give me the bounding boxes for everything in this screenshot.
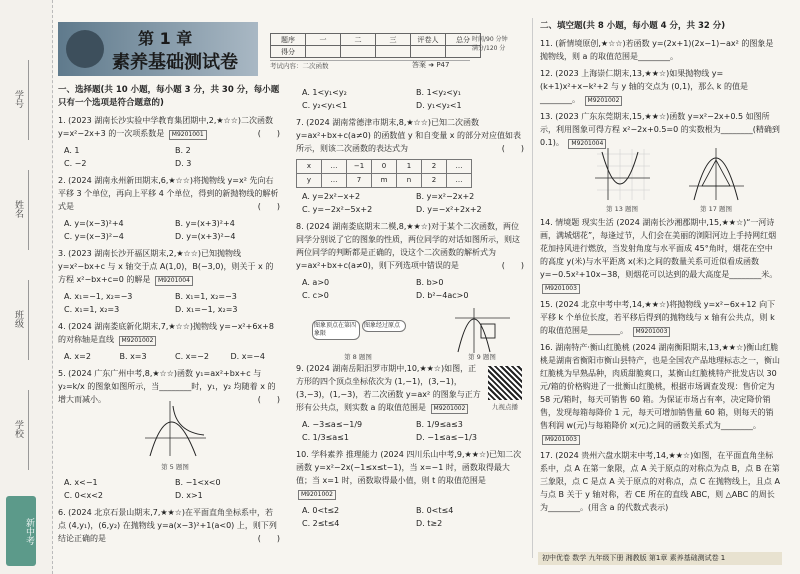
middle-column bbox=[296, 84, 524, 306]
question-code: M9201002 bbox=[585, 96, 623, 106]
class-label: 班级 bbox=[13, 310, 23, 328]
figure-caption: 第 8 题图 bbox=[344, 353, 372, 361]
option[interactable]: C. x₁=1, x₂=3 bbox=[64, 305, 120, 314]
question-text: 5. (2024 广东广州中考,8,★☆☆)函数 y₁=ax²+bx+c 与 y₂=k/x 的图象如图所示，当________时，y₁，y₂ 均随着 x 的增大而减小。 bbox=[58, 369, 276, 404]
options bbox=[64, 290, 280, 316]
test-title: 素养基础测试卷 bbox=[112, 52, 238, 73]
question-code: M9201002 bbox=[431, 404, 469, 414]
question-text: 1. (2023 湖南长沙实验中学教育集团期中,2,★☆☆)二次函数 y=x²−2x+3 的一次项系数是 bbox=[58, 116, 274, 138]
score-cell[interactable] bbox=[411, 46, 446, 58]
option[interactable]: C. c>0 bbox=[302, 291, 329, 300]
options bbox=[64, 217, 280, 243]
score-header: 二 bbox=[341, 34, 376, 46]
score-row-label: 得分 bbox=[271, 46, 306, 58]
question-11: 11. (新情境原创,★☆☆)若函数 y=(2x+1)(2x−1)−ax² 的图象是抛物线，则 a 的取值范围是________。 bbox=[540, 39, 774, 61]
question-code: M9201003 bbox=[542, 284, 580, 294]
figure-8 bbox=[312, 320, 406, 350]
right-column bbox=[540, 20, 780, 153]
question-2: 2. (2024 湖南永州新田期末,6,★☆☆)将抛物线 y=x² 先向右平移 3 个单位，再向上平移 4 个单位，得到的新抛物线的解析式是 ( ) bbox=[58, 176, 280, 211]
option[interactable]: C. −2 bbox=[64, 159, 87, 168]
option[interactable]: A. y=(x−3)²+4 bbox=[64, 219, 124, 228]
time-limit: 时间/90 分钟 bbox=[472, 36, 508, 43]
question-text: 3. (2023 湖南长沙开福区期末,2,★☆☆)已知抛物线 y=x²−bx+c 与 x 轴交于点 A(1,0)，B(−3,0)，则关于 x 的方程 x²−bx+c=0 的解是 bbox=[58, 249, 274, 284]
table-cell: n bbox=[397, 174, 422, 188]
table-cell: 2 bbox=[422, 160, 447, 174]
options bbox=[302, 418, 524, 444]
qr-code[interactable] bbox=[488, 366, 522, 400]
option[interactable]: A. 1 bbox=[64, 146, 80, 155]
question-code: M9201003 bbox=[542, 435, 580, 445]
options bbox=[302, 86, 524, 112]
question-7: 7. (2024 湖南常德津市期末,8,★☆☆)已知二次函数 y=ax²+bx+c(a≠0) 的函数值 y 和自变量 x 的部分对应值如表所示，则该二次函数的表达式为 ( ) bbox=[296, 118, 524, 153]
full-score: 满分/120 分 bbox=[472, 45, 506, 52]
binding-strip bbox=[0, 0, 53, 574]
options bbox=[64, 350, 280, 363]
question-text: 10. 学科素养 推理能力 (2024 四川乐山中考,9,★★☆)已知二次函数 y=x²−2x(−1≤x≤t−1)，当 x=−1 时，函数取得最大值；当 x=1 时，函数取得最小值，则 t 的取值范围是 bbox=[296, 450, 522, 485]
school-label: 学校 bbox=[13, 420, 23, 438]
option[interactable]: A. x₁=−1, x₂=−3 bbox=[64, 292, 133, 301]
answer-reference: 答案 ➜ P47 bbox=[412, 61, 450, 69]
option[interactable]: D. x>1 bbox=[175, 491, 203, 500]
option[interactable]: C. y=(x−3)²−4 bbox=[64, 232, 124, 241]
question-text: 7. (2024 湖南常德津市期末,8,★☆☆)已知二次函数 y=ax²+bx+c(a≠0) 的函数值 y 和自变量 x 的部分对应值如表所示，则该二次函数的表达式为 bbox=[296, 118, 522, 153]
question-code: M9201003 bbox=[633, 327, 671, 337]
option[interactable]: D. x=−4 bbox=[230, 352, 265, 361]
score-cell[interactable] bbox=[376, 46, 411, 58]
question-text: 9. (2024 湖南岳阳汨罗市期中,10,★★☆)如图，正方形的四个顶点坐标依次为 (1,−1)，(3,−1)，(3,−3)，(1,−3)，若二次函数 y=ax² 的图象与正方形有公共点，则实数 a 的取值范围是 bbox=[296, 364, 481, 412]
question-text: 4. (2024 湖南娄底新化期末,7,★☆☆)抛物线 y=−x²+6x+8 的对称轴是直线 bbox=[58, 322, 274, 344]
table-cell: … bbox=[322, 174, 347, 188]
table-cell: … bbox=[322, 160, 347, 174]
question-code: M9201002 bbox=[119, 336, 157, 346]
section-heading: 二、填空题(共 8 小题，每小题 4 分，共 32 分) bbox=[540, 21, 726, 31]
score-cell[interactable] bbox=[341, 46, 376, 58]
option[interactable]: A. −3≤a≤−1/9 bbox=[302, 420, 363, 429]
question-text: 14. 情境题 现实生活 (2024 湖南长沙湘郡期中,15,★★☆)“一河诗画，满城烟花”，每逢过节，人们会在美丽的浏阳河边上手持网红烟花加持风进行燃放，当发射角度与水平面成 45°角时，烟花在空中的高度 y(米)与水平距离 x(米)之间的数量关系可近似看成函数 y=−0.5x²+10x−38，则烟花可以达到的最大高度是________米。 bbox=[540, 218, 778, 279]
question-text: 16. 湖南特产·衡山红脆桃 (2024 湖南衡阳期末,13,★★☆)衡山红脆桃是湖南省衡阳市衡山县特产，也是全国农产品地理标志之一，衡山红脆桃为早熟品种，肉质甜脆爽口，某衡山红脆桃特产批发店以 30 元/箱的价格购进了一批衡山红脆桃，根据市场调查发现：售价定为 58 元/箱时，每天可销售 60 箱。为保证市场占有率，决定降价销售，发现每箱每降价 1 元，每天可增加销售量 60 箱，则每天的销售利润 w(元)与每箱降价 x(元)之间的函数关系式为________。 bbox=[540, 343, 780, 430]
exam-range: 考试内容：二次函数 bbox=[270, 60, 470, 70]
page-footer: 初中优卷 数学 九年级下册 湘教版 第1章 素养基础测试卷 1 bbox=[538, 552, 782, 565]
option[interactable]: B. y=(x+3)²+4 bbox=[175, 219, 235, 228]
question-code: M9201004 bbox=[155, 276, 193, 286]
qr-caption: 九视点播 bbox=[492, 403, 518, 411]
chapter-label: 第 1 章 bbox=[138, 29, 193, 48]
figure-17 bbox=[686, 146, 746, 202]
question-5: 5. (2024 广东广州中考,8,★☆☆)函数 y₁=ax²+bx+c 与 y₂=k/x 的图象如图所示，当________时，y₁，y₂ 均随着 x 的增大而减小。 ( ) bbox=[58, 369, 280, 404]
question-13 bbox=[540, 110, 780, 149]
table-cell: … bbox=[447, 174, 472, 188]
option[interactable]: C. y=−2x²−5x+2 bbox=[302, 205, 373, 214]
figure-caption: 第 17 题图 bbox=[700, 205, 732, 213]
score-header: 三 bbox=[376, 34, 411, 46]
question-6: 6. (2024 北京石景山期末,7,★★☆)在平面直角坐标系中，若点 (4,y₁)，(6,y₂) 在抛物线 y=a(x−3)²+1(a<0) 上，则下列结论正确的是 ( ) bbox=[58, 508, 280, 543]
option[interactable]: A. x=2 bbox=[64, 352, 91, 361]
hyperbola-curve bbox=[173, 406, 204, 435]
table-cell: 1 bbox=[397, 160, 422, 174]
speech-bubble: 图象顶点在第四象限 bbox=[312, 320, 360, 340]
option[interactable]: B. 2 bbox=[175, 146, 191, 155]
question-text: 8. (2024 湖南娄底期末二模,8,★★☆)对于某个二次函数，两位同学分别说了它的图象的性质，两位同学的对话如图所示，则这两位同学的判断都是正确的，设这个二次函数的解析式为 y=ax²+bx+c(a≠0)，则下列选项中错误的是 bbox=[296, 222, 520, 270]
question-17: 17. (2024 贵州六盘水期末中考,14,★★☆)如图，在平面直角坐标系中，点 A 在第一象限，点 A 关于原点的对称点为点 B，点 B 在第三象限，点 C 是点 A 关于原点的对称点，点 C 在抛物线上，且点 A 与点 B 关于 y 轴对称，若 CE 所在的直线 ABC，则 △ABC 的周长为________。(用含 a 的代数式表示) bbox=[540, 451, 780, 512]
question-text: 12. (2023 上海崇仁期末,13,★★☆)如果抛物线 y=(k+1)x²+x−k²+2 与 y 轴的交点为 (0,1)，那么 k 的值是________。 bbox=[540, 69, 748, 104]
left-column-bottom bbox=[58, 474, 280, 549]
option[interactable]: B. b>0 bbox=[416, 278, 444, 287]
table-cell: … bbox=[447, 160, 472, 174]
option[interactable]: D. y=(x+3)²−4 bbox=[175, 232, 236, 241]
option[interactable]: B. −1<x<0 bbox=[175, 478, 221, 487]
question-text: 6. (2024 北京石景山期末,7,★★☆)在平面直角坐标系中，若点 (4,y₁)，(6,y₂) 在抛物线 y=a(x−3)²+1(a<0) 上，则下列结论正确的是 bbox=[58, 508, 277, 543]
question-12 bbox=[540, 67, 780, 106]
table-cell: m bbox=[372, 174, 397, 188]
option[interactable]: A. y=2x²−x+2 bbox=[302, 192, 361, 201]
option[interactable]: C. 2≤t≤4 bbox=[302, 519, 340, 528]
option[interactable]: C. x=−2 bbox=[175, 352, 209, 361]
options bbox=[302, 276, 524, 302]
table-cell: 0 bbox=[372, 160, 397, 174]
option[interactable]: B. 1/9≤a≤3 bbox=[416, 420, 463, 429]
option[interactable]: B. 1<y₂<y₁ bbox=[416, 88, 461, 97]
option[interactable]: B. 0<t≤4 bbox=[416, 506, 454, 515]
left-column bbox=[58, 84, 280, 410]
option[interactable]: D. x₁=−1, x₂=3 bbox=[175, 305, 238, 314]
option[interactable]: C. 0<x<2 bbox=[64, 491, 103, 500]
figure-caption: 第 5 题图 bbox=[161, 463, 189, 471]
option[interactable]: B. x=3 bbox=[119, 352, 147, 361]
section-heading: 一、选择题(共 10 小题，每小题 3 分，共 30 分，每小题只有一个选项是符合题意的) bbox=[58, 85, 280, 108]
option[interactable]: A. a>0 bbox=[302, 278, 330, 287]
question-text: 13. (2023 广东东莞期末,15,★★☆)函数 y=x²−2x+0.5 如图所示，利用图象可得方程 x²−2x+0.5=0 的实数根为________(精确到 0.1)。 bbox=[540, 112, 780, 147]
question-3 bbox=[58, 247, 280, 286]
option[interactable]: D. −1≤a≤−1/3 bbox=[416, 433, 477, 442]
table-cell: x bbox=[297, 160, 322, 174]
question-code: M9201002 bbox=[298, 490, 336, 500]
options bbox=[302, 504, 524, 530]
option[interactable]: C. 1/3≤a≤1 bbox=[302, 433, 349, 442]
options bbox=[64, 144, 280, 170]
question-14 bbox=[540, 216, 780, 294]
score-cell[interactable] bbox=[306, 46, 341, 58]
figure-13 bbox=[592, 146, 652, 202]
option[interactable]: A. 1<y₁<y₂ bbox=[302, 88, 347, 97]
question-code: M9201004 bbox=[568, 139, 606, 149]
fill-line bbox=[28, 170, 29, 250]
question-1: 1. (2023 湖南长沙实验中学教育集团期中,2,★☆☆)二次函数 y=x²−2x+3 的一次项系数是 M9201001 ( ) bbox=[58, 116, 280, 138]
table-cell: −1 bbox=[347, 160, 372, 174]
score-header: 题序 bbox=[271, 34, 306, 46]
option[interactable]: D. y₁<y₂<1 bbox=[416, 101, 462, 110]
fill-line bbox=[28, 390, 29, 470]
question-8: 8. (2024 湖南娄底期末二模,8,★★☆)对于某个二次函数，两位同学分别说了它的图象的性质，两位同学的对话如图所示，则这两位同学的判断都是正确的，设这个二次函数的解析式为 y=ax²+bx+c(a≠0)，则下列选项中错误的是 ( ) bbox=[296, 222, 524, 270]
score-header: 评卷人 bbox=[411, 34, 446, 46]
score-header: 一 bbox=[306, 34, 341, 46]
figure-5 bbox=[140, 398, 210, 460]
option[interactable]: C. y₂<y₁<1 bbox=[302, 101, 348, 110]
title-banner bbox=[58, 22, 258, 76]
options bbox=[302, 190, 524, 216]
time-info bbox=[472, 35, 508, 53]
option[interactable]: A. x<−1 bbox=[64, 478, 98, 487]
option[interactable]: A. 0<t≤2 bbox=[302, 506, 340, 515]
parabola-curve bbox=[150, 422, 196, 456]
figure-9 bbox=[452, 306, 512, 354]
square bbox=[481, 324, 495, 338]
fill-line bbox=[28, 60, 29, 140]
figure-caption: 第 9 题图 bbox=[468, 353, 496, 361]
option[interactable]: D. 3 bbox=[175, 159, 192, 168]
table-cell: 2 bbox=[422, 174, 447, 188]
question-text: 2. (2024 湖南永州新田期末,6,★☆☆)将抛物线 y=x² 先向右平移 3 个单位，再向上平移 4 个单位，得到的新抛物线的解析式是 bbox=[58, 176, 279, 211]
figure-caption: 第 13 题图 bbox=[606, 205, 638, 213]
options bbox=[64, 476, 280, 502]
surfer-illustration bbox=[66, 30, 104, 68]
student-number-label: 学号 bbox=[13, 90, 23, 108]
score-table bbox=[270, 33, 481, 58]
option[interactable]: D. t≥2 bbox=[416, 519, 443, 528]
question-15 bbox=[540, 298, 780, 337]
question-4 bbox=[58, 320, 280, 346]
question-10 bbox=[296, 448, 524, 500]
question-text: 15. (2024 北京中考中考,14,★★☆)将抛物线 y=x²−6x+12 向下平移 k 个单位长度，若平移后得到的抛物线与 x 轴有公共点，则 k 的取值范围是________。 bbox=[540, 300, 776, 335]
name-label: 姓名 bbox=[13, 200, 23, 218]
option[interactable]: D. y=−x²+2x+2 bbox=[416, 205, 482, 214]
question-code: M9201001 bbox=[169, 130, 207, 140]
brand-logo: 新中考 bbox=[6, 496, 36, 566]
option[interactable]: B. y=x²−2x+2 bbox=[416, 192, 475, 201]
fill-line bbox=[28, 280, 29, 360]
option[interactable]: D. b²−4ac>0 bbox=[416, 291, 469, 300]
column-divider bbox=[532, 18, 533, 558]
table-cell: y bbox=[297, 174, 322, 188]
right-column-bottom bbox=[540, 216, 780, 518]
option[interactable]: B. x₁=1, x₂=−3 bbox=[175, 292, 237, 301]
value-table bbox=[296, 159, 472, 188]
speech-bubble: 图象经过原点 bbox=[362, 320, 406, 332]
score-header: 总分 bbox=[446, 34, 481, 46]
question-16 bbox=[540, 341, 780, 445]
table-cell: 7 bbox=[347, 174, 372, 188]
